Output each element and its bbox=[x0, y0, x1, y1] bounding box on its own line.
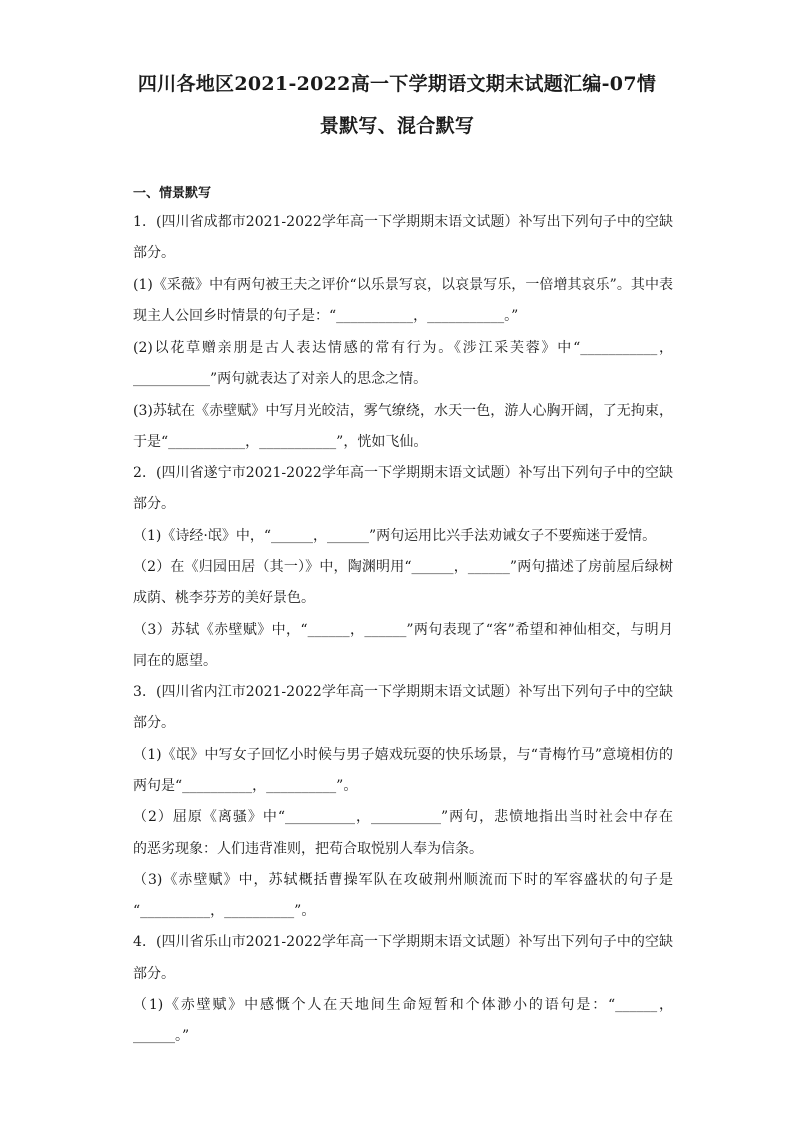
question-4-item-1-cont: ______。” bbox=[133, 1028, 190, 1044]
question-2-item-3-cont: 同在的愿望。 bbox=[133, 653, 217, 669]
question-2-item-3: （3）苏轼《赤壁赋》中，“______，______”两句表现了“客”希望和神仙相交，与明月 bbox=[133, 622, 673, 638]
document-title-line-2: 景默写、混合默写 bbox=[319, 115, 475, 137]
question-3-item-2-cont: 的恶劣现象：人们违背准则，把苟合取悦别人奉为信条。 bbox=[133, 841, 483, 857]
question-1-item-2: (2)以花草赠亲朋是古人表达情感的常有行为。《涉江采芙蓉》中“___________， bbox=[133, 340, 673, 356]
question-3-item-3-cont: “__________，__________”。 bbox=[133, 903, 316, 919]
question-2-stem-cont: 部分。 bbox=[133, 496, 175, 512]
question-2-item-2-cont: 成荫、桃李芬芳的美好景色。 bbox=[133, 590, 315, 606]
question-1-item-1-cont: 现主人公回乡时情景的句子是：“___________，___________。” bbox=[133, 308, 519, 324]
question-3-item-3: （3)《赤壁赋》中，苏轼概括曹操军队在攻破荆州顺流而下时的军容盛状的句子是 bbox=[133, 872, 673, 888]
question-1-item-3-cont: 于是“___________，___________”，恍如飞仙。 bbox=[133, 434, 428, 450]
question-4-item-1: （1)《赤壁赋》中感慨个人在天地间生命短暂和个体渺小的语句是：“______， bbox=[133, 997, 673, 1013]
question-2-item-1: （1)《诗经·氓》中，“______，______”两句运用比兴手法劝诫女子不要痴迷于爱情。 bbox=[133, 528, 657, 544]
question-3-item-1-cont: 两句是“__________，__________”。 bbox=[133, 778, 358, 794]
section-heading: 一、情景默写 bbox=[133, 186, 212, 201]
question-2-item-2: （2）在《归园田居（其一）》中，陶渊明用“______，______”两句描述了房前屋后绿树 bbox=[133, 559, 673, 575]
document-title-line-1: 四川各地区2021-2022高一下学期语文期末试题汇编-07情 bbox=[137, 73, 657, 95]
question-1-item-3: (3)苏轼在《赤壁赋》中写月光皎洁，雾气缭绕，水天一色，游人心胸开阔，了无拘束， bbox=[133, 403, 673, 419]
question-3-stem: 3．(四川省内江市2021-2022学年高一下学期期末语文试题）补写出下列句子中的空缺 bbox=[133, 684, 673, 700]
question-1-stem-cont: 部分。 bbox=[133, 245, 175, 261]
question-2-stem: 2．(四川省遂宁市2021-2022学年高一下学期期末语文试题）补写出下列句子中的空缺 bbox=[133, 465, 673, 481]
question-1-item-1: (1)《采薇》中有两句被王夫之评价“以乐景写哀，以哀景写乐，一倍增其哀乐”。其中表 bbox=[133, 277, 673, 293]
question-4-stem-cont: 部分。 bbox=[133, 966, 175, 982]
question-3-item-2: （2）屈原《离骚》中“__________，__________”两句，悲愤地指出当时社会中存在 bbox=[133, 809, 673, 825]
question-3-item-1: （1)《氓》中写女子回忆小时候与男子嬉戏玩耍的快乐场景，与“青梅竹马”意境相仿的 bbox=[133, 747, 673, 763]
question-3-stem-cont: 部分。 bbox=[133, 715, 175, 731]
question-1-item-2-cont: ___________”两句就表达了对亲人的思念之情。 bbox=[133, 371, 428, 387]
question-4-stem: 4．(四川省乐山市2021-2022学年高一下学期期末语文试题）补写出下列句子中的空缺 bbox=[133, 934, 673, 950]
question-1-stem: 1．(四川省成都市2021-2022学年高一下学期期末语文试题）补写出下列句子中的空缺 bbox=[133, 214, 673, 230]
